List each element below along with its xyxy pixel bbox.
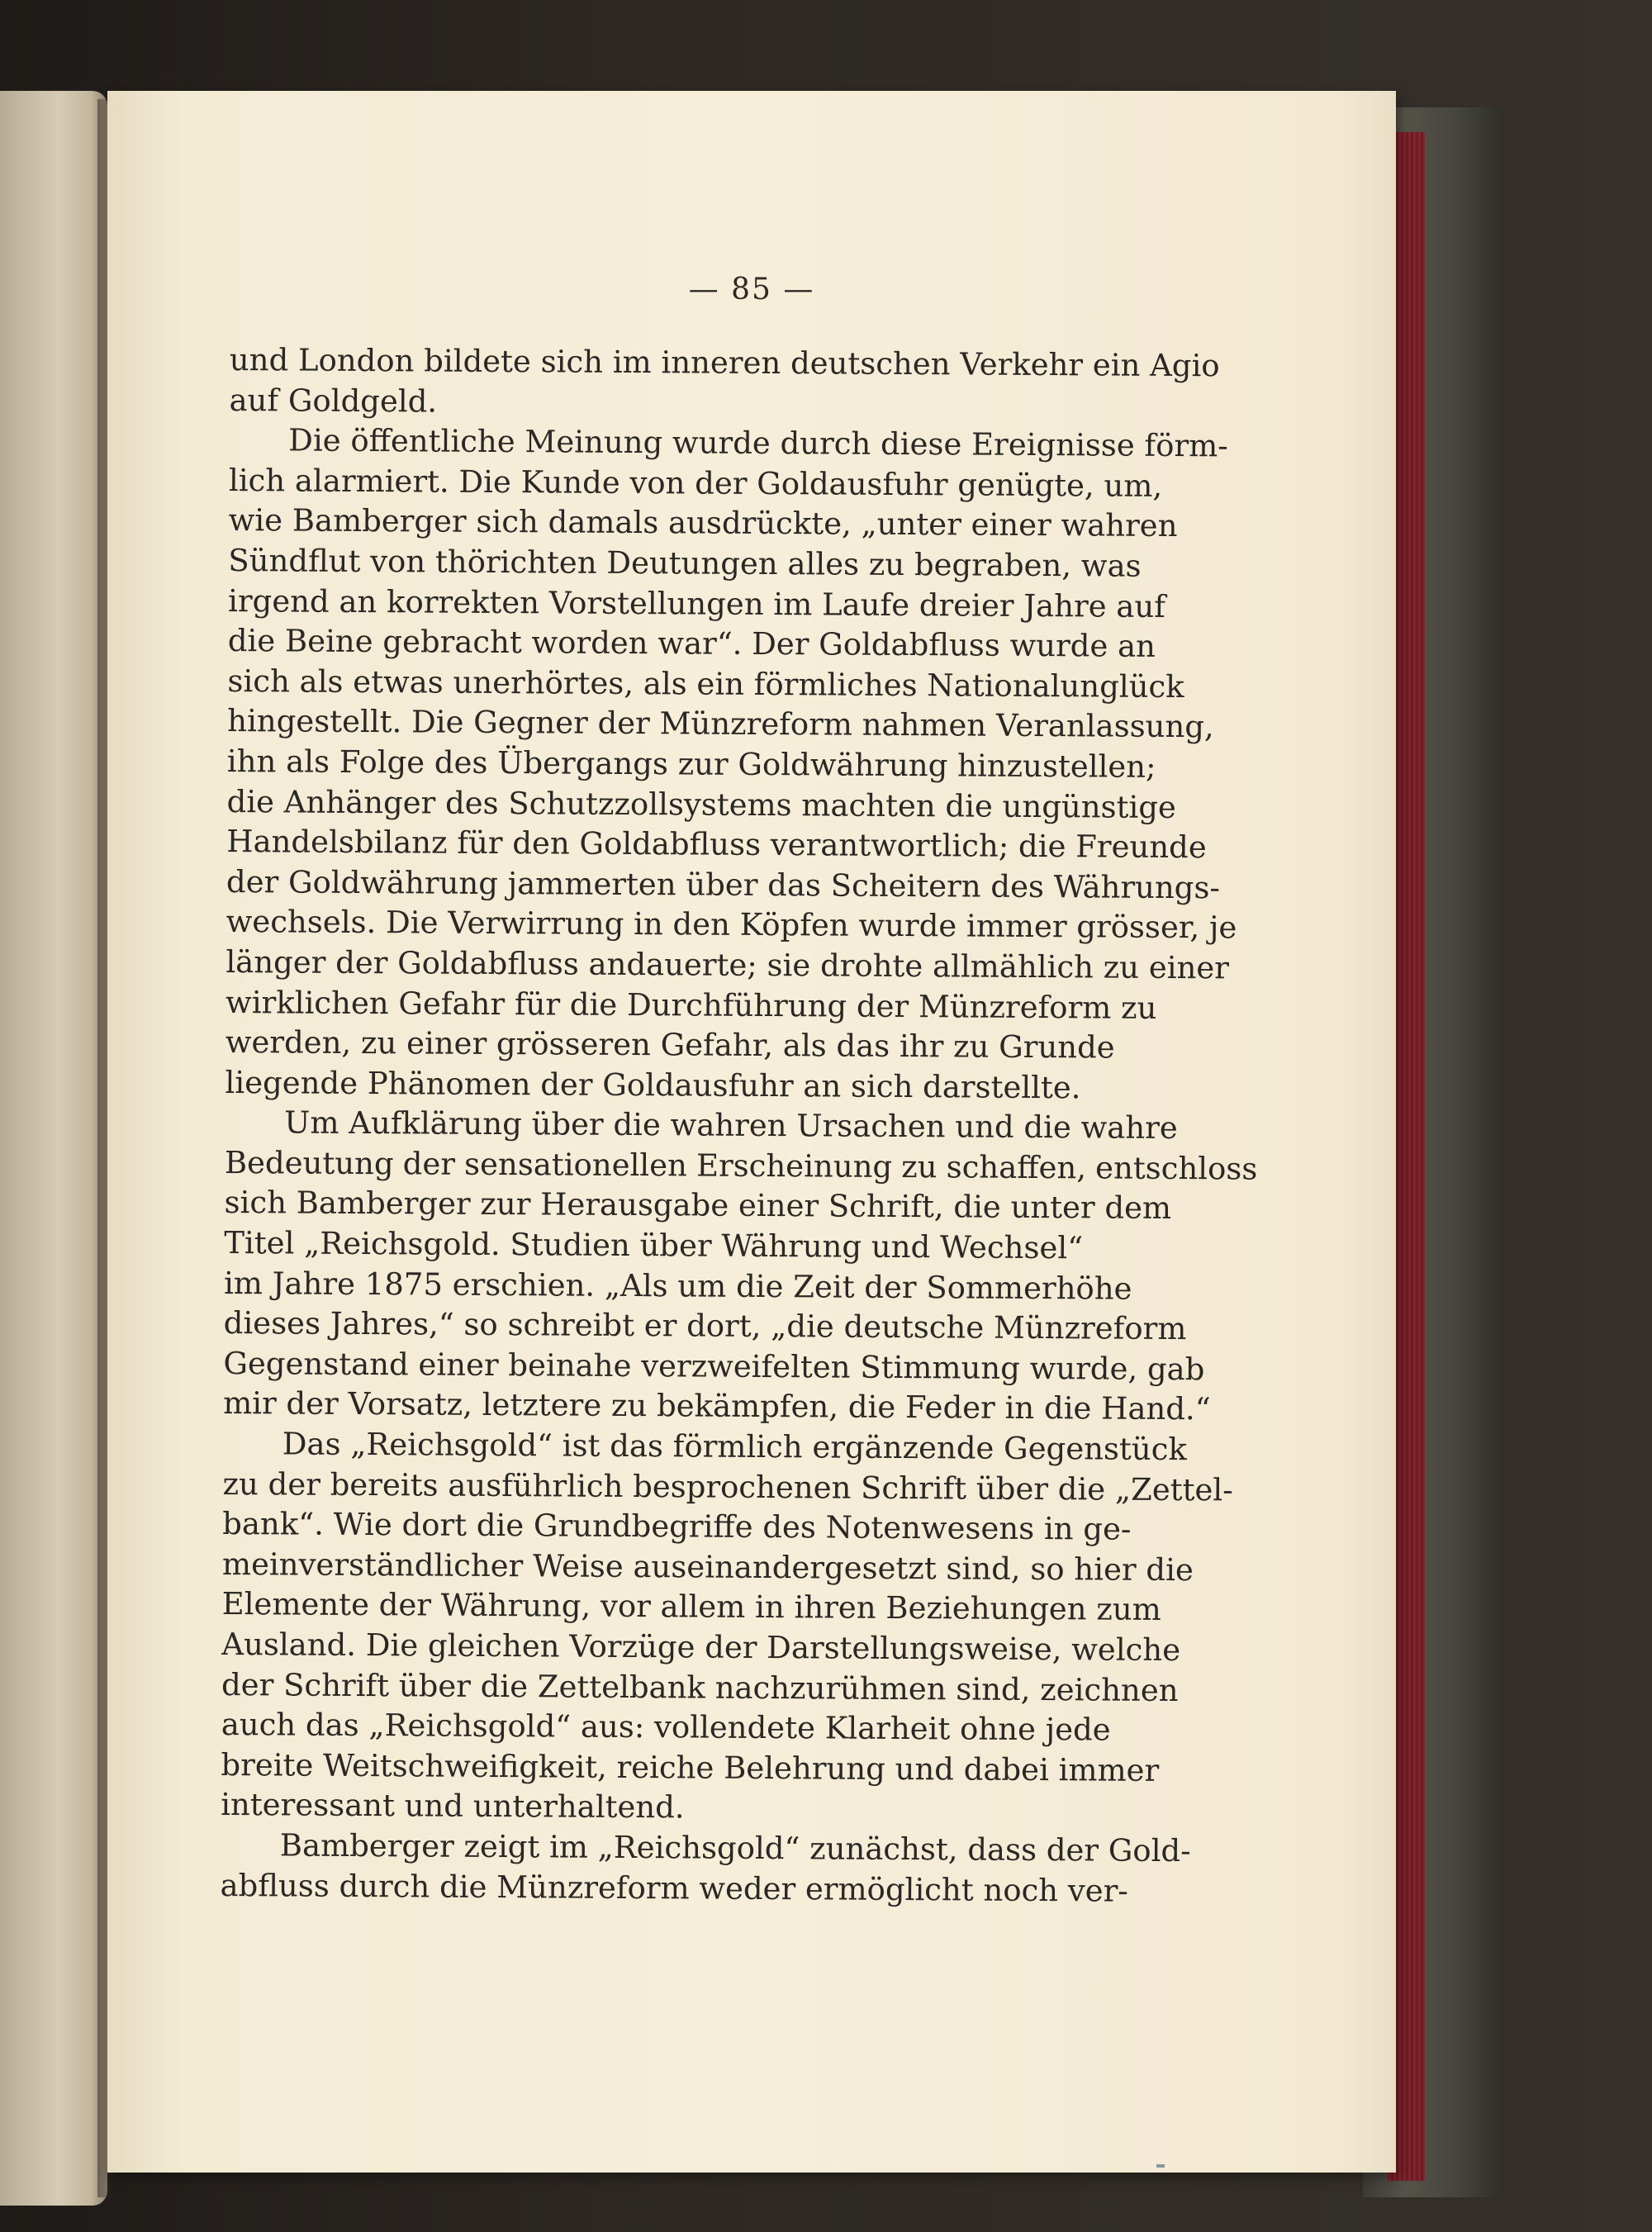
text-line: Elemente der Währung, vor allem in ihren Beziehungen zum (221, 1586, 1161, 1628)
text-line: und London bildete sich im inneren deutschen Verkehr ein Agio (229, 341, 1220, 384)
text-line-indented: Bamberger zeigt im „Reichsgold“ zunächst, dass der Gold- (279, 1827, 1191, 1869)
text-line: bank“. Wie dort die Grundbegriffe des Notenwesens in ge- (222, 1506, 1132, 1547)
text-line: Ausland. Die gleichen Vorzüge der Darstellungsweise, welche (221, 1626, 1181, 1669)
text-line: Gegenstand einer beinahe verzweifelten Stimmung wurde, gab (223, 1345, 1205, 1388)
text-line: die Beine gebracht worden war“. Der Goldabfluss wurde an (227, 623, 1156, 665)
text-line: mir der Vorsatz, letztere zu bekämpfen, die Feder in die Hand.“ (223, 1385, 1211, 1427)
text-line: interessant und unterhaltend. (221, 1787, 685, 1826)
text-line: dieses Jahres,“ so schreibt er dort, „die deutsche Münzreform (223, 1305, 1187, 1347)
text-line: auch das „Reichsgold“ aus: vollendete Klarheit ohne jede (221, 1707, 1111, 1748)
text-line: meinverständlicher Weise auseinandergesetzt sind, so hier die (221, 1546, 1194, 1588)
text-line: irgend an korrekten Vorstellungen im Laufe dreier Jahre auf (227, 582, 1166, 624)
left-page-edge (0, 91, 107, 2206)
text-line: zu der bereits ausführlich besprochenen Schrift über die „Zettel- (222, 1465, 1233, 1508)
scan-artifact-mark (1156, 2164, 1165, 2168)
text-line: der Schrift über die Zettelbank nachzurühmen sind, zeichnen (221, 1666, 1179, 1708)
text-line: länger der Goldabfluss andauerte; sie drohte allmählich zu einer (225, 943, 1230, 986)
page-number: — 85 — (688, 273, 815, 306)
body-text (220, 340, 1262, 1912)
text-line: wie Bamberger sich damals ausdrückte, „unter einer wahren (228, 502, 1178, 544)
text-line: Bedeutung der sensationellen Erscheinung zu schaffen, entschloss (224, 1144, 1258, 1187)
text-line: sich Bamberger zur Herausgabe einer Schrift, die unter dem (224, 1185, 1172, 1227)
text-line: auf Goldgeld. (229, 382, 438, 420)
text-line-indented: Das „Reichsgold“ ist das förmlich ergänzende Gegenstück (282, 1426, 1187, 1468)
text-line: hingestellt. Die Gegner der Münzreform nahmen Veranlassung, (227, 703, 1214, 745)
text-line: wirklichen Gefahr für die Durchführung der Münzreform zu (225, 984, 1157, 1026)
text-line: breite Weitschweifigkeit, reiche Belehrung und dabei immer (221, 1746, 1160, 1788)
text-line: Titel „Reichsgold. Studien über Währung und Wechsel“ (224, 1225, 1084, 1266)
text-line: ihn als Folge des Übergangs zur Goldwährung hinzustellen; (226, 743, 1156, 785)
text-line: die Anhänger des Schutzzollsystems machten die ungünstige (226, 783, 1177, 825)
text-line-indented: Die öffentliche Meinung wurde durch diese Ereignisse förm- (288, 422, 1228, 464)
text-line: wechsels. Die Verwirrung in den Köpfen wurde immer grösser, je (225, 904, 1237, 946)
text-line: Sündflut von thörichten Deutungen alles zu begraben, was (228, 542, 1142, 584)
text-line-indented: Um Aufklärung über die wahren Ursachen und die wahre (284, 1104, 1178, 1147)
text-line: abfluss durch die Münzreform weder ermöglicht noch ver- (220, 1867, 1128, 1909)
text-line: liegende Phänomen der Goldausfuhr an sich darstellte. (225, 1064, 1081, 1105)
text-line: Handelsbilanz für den Goldabfluss verantwortlich; die Freunde (226, 824, 1207, 866)
text-line: sich als etwas unerhörtes, als ein förmliches Nationalunglück (227, 662, 1184, 705)
text-line: im Jahre 1875 erschien. „Als um die Zeit der Sommerhöhe (223, 1265, 1132, 1307)
text-line: der Goldwährung jammerten über das Scheitern des Währungs- (225, 863, 1221, 906)
book-page (107, 91, 1396, 2173)
text-line: werden, zu einer grösseren Gefahr, als das ihr zu Grunde (225, 1024, 1115, 1066)
text-line: lich alarmiert. Die Kunde von der Goldausfuhr genügte, um, (228, 462, 1163, 504)
